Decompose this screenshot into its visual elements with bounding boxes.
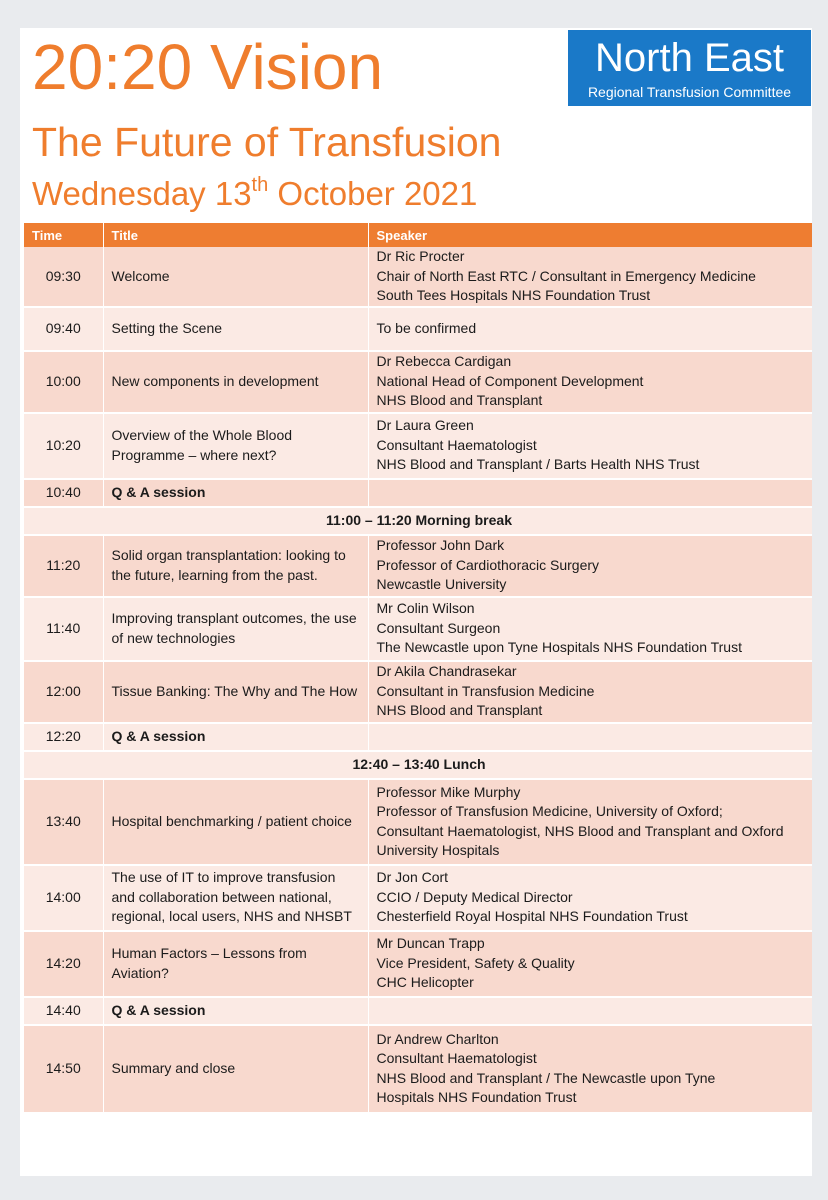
event-date-suffix: October 2021: [268, 175, 478, 212]
speaker-detail: NHS Blood and Transplant / Barts Health NHS Trust: [376, 456, 700, 473]
session-title: Summary and close: [103, 1025, 368, 1113]
logo-subtitle: Regional Transfusion Committee: [587, 84, 792, 100]
speaker-detail: Consultant Surgeon: [376, 619, 501, 636]
session-speaker: [368, 247, 812, 307]
session-row: [24, 247, 812, 307]
speaker-detail: NHS Blood and Transplant / The Newcastle upon Tyne: [376, 1069, 716, 1086]
qa-row: [24, 479, 812, 507]
session-time: 12:00: [24, 661, 103, 723]
session-title: Q & A session: [103, 479, 368, 507]
speaker-name: Dr Ric Procter: [376, 248, 465, 264]
logo-title: North East: [595, 36, 784, 80]
session-title: Setting the Scene: [103, 307, 368, 351]
session-title: Q & A session: [103, 723, 368, 751]
session-title: Q & A session: [103, 997, 368, 1025]
break-row: [24, 507, 812, 535]
session-title: The use of IT to improve transfusion and collaboration between national, regional, local users, NHS and NHSBT: [103, 865, 368, 931]
speaker-detail: South Tees Hospitals NHS Foundation Trust: [376, 287, 651, 303]
break-label: 11:00 – 11:20 Morning break: [24, 507, 812, 535]
column-header-time: Time: [24, 223, 103, 247]
session-speaker: [368, 351, 812, 413]
session-row: [24, 1025, 812, 1113]
session-title: New components in development: [103, 351, 368, 413]
session-time: 10:40: [24, 479, 103, 507]
session-speaker: [368, 661, 812, 723]
session-time: 11:20: [24, 535, 103, 597]
speaker-name: Dr Rebecca Cardigan: [376, 353, 512, 370]
session-time: 14:40: [24, 997, 103, 1025]
column-header-title: Title: [103, 223, 368, 247]
speaker-detail: Chair of North East RTC / Consultant in Emergency Medicine: [376, 267, 756, 284]
agenda-table: [24, 223, 812, 1114]
qa-row: [24, 997, 812, 1025]
session-time: 09:40: [24, 307, 103, 351]
event-date-ordinal: th: [251, 174, 269, 196]
session-title: Solid organ transplantation: looking to the future, learning from the past.: [103, 535, 368, 597]
event-title: 20:20 Vision: [32, 31, 384, 103]
agenda-body: [24, 247, 812, 1113]
speaker-name: Dr Andrew Charlton: [376, 1030, 499, 1047]
speaker-detail: Vice President, Safety & Quality: [376, 954, 575, 971]
speaker-detail: CHC Helicopter: [376, 974, 474, 991]
speaker-detail: NHS Blood and Transplant: [376, 392, 543, 409]
session-row: [24, 351, 812, 413]
session-row: [24, 597, 812, 661]
session-time: 14:00: [24, 865, 103, 931]
session-speaker: [368, 997, 812, 1025]
session-speaker: [368, 535, 812, 597]
column-header-speaker: Speaker: [368, 223, 812, 247]
session-time: 11:40: [24, 597, 103, 661]
event-subtitle: The Future of Transfusion: [32, 119, 502, 165]
speaker-name: Dr Jon Cort: [376, 869, 449, 886]
session-title: Welcome: [103, 247, 368, 307]
session-speaker: [368, 413, 812, 479]
speaker-name: Professor Mike Murphy: [376, 783, 521, 800]
speaker-detail: Consultant Haematologist, NHS Blood and Transplant and Oxford: [376, 822, 784, 839]
session-speaker: [368, 597, 812, 661]
speaker-detail: Consultant in Transfusion Medicine: [376, 682, 595, 699]
speaker-detail: Consultant Haematologist: [376, 1050, 537, 1066]
rtc-logo: [568, 30, 811, 106]
speaker-detail: University Hospitals: [376, 842, 500, 858]
session-speaker: [368, 307, 812, 351]
session-row: [24, 307, 812, 351]
session-time: 10:00: [24, 351, 103, 413]
session-title: Hospital benchmarking / patient choice: [103, 779, 368, 865]
session-time: 12:20: [24, 723, 103, 751]
session-speaker: [368, 865, 812, 931]
speaker-detail: The Newcastle upon Tyne Hospitals NHS Foundation Trust: [376, 639, 742, 656]
speaker-detail: Professor of Transfusion Medicine, University of Oxford;: [376, 803, 723, 819]
speaker-name: Mr Duncan Trapp: [376, 935, 485, 952]
speaker-detail: CCIO / Deputy Medical Director: [376, 888, 573, 905]
session-speaker: [368, 779, 812, 865]
speaker-detail: Professor of Cardiothoracic Surgery: [376, 556, 600, 573]
speaker-name: Dr Laura Green: [376, 417, 474, 434]
session-title: Overview of the Whole Blood Programme – where next?: [103, 413, 368, 479]
speaker-detail: Hospitals NHS Foundation Trust: [376, 1089, 577, 1105]
session-time: 10:20: [24, 413, 103, 479]
event-date-prefix: Wednesday 13: [32, 175, 252, 212]
session-row: [24, 661, 812, 723]
speaker-detail: National Head of Component Development: [376, 372, 644, 389]
session-speaker: [368, 479, 812, 507]
session-row: [24, 865, 812, 931]
session-title: Human Factors – Lessons from Aviation?: [103, 931, 368, 997]
session-title: Tissue Banking: The Why and The How: [103, 661, 368, 723]
speaker-detail: Consultant Haematologist: [376, 436, 537, 453]
speaker-name: To be confirmed: [376, 319, 477, 336]
event-date: [32, 174, 477, 212]
speaker-name: Professor John Dark: [376, 537, 505, 554]
session-speaker: [368, 723, 812, 751]
agenda-page: [20, 28, 812, 1176]
qa-row: [24, 723, 812, 751]
agenda-header-row: [24, 223, 812, 247]
session-speaker: [368, 931, 812, 997]
speaker-name: Dr Akila Chandrasekar: [376, 663, 517, 680]
session-time: 14:20: [24, 931, 103, 997]
break-row: [24, 751, 812, 779]
session-time: 13:40: [24, 779, 103, 865]
session-time: 09:30: [24, 247, 103, 307]
session-row: [24, 413, 812, 479]
session-row: [24, 535, 812, 597]
speaker-detail: NHS Blood and Transplant: [376, 702, 543, 719]
session-row: [24, 779, 812, 865]
speaker-name: Mr Colin Wilson: [376, 600, 475, 617]
speaker-detail: Newcastle University: [376, 576, 507, 593]
session-title: Improving transplant outcomes, the use of new technologies: [103, 597, 368, 661]
session-row: [24, 931, 812, 997]
break-label: 12:40 – 13:40 Lunch: [24, 751, 812, 779]
session-time: 14:50: [24, 1025, 103, 1113]
speaker-detail: Chesterfield Royal Hospital NHS Foundation Trust: [376, 908, 688, 925]
session-speaker: [368, 1025, 812, 1113]
